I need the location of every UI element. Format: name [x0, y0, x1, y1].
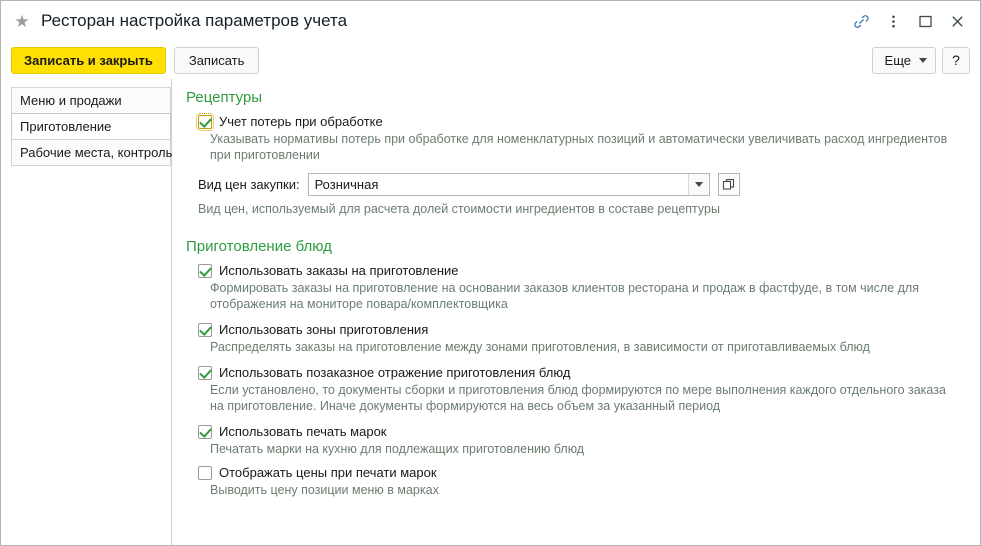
chevron-down-icon[interactable] — [688, 174, 709, 195]
window-controls — [846, 7, 972, 35]
checkbox-row-cooking-zones[interactable] — [186, 322, 964, 337]
checkbox-row-processing-losses[interactable] — [186, 114, 964, 129]
more-button[interactable] — [872, 47, 936, 74]
save-button[interactable]: Записать — [174, 47, 260, 74]
checkbox-label-processing-losses[interactable]: Учет потерь при обработке — [219, 114, 383, 129]
select-purchase-price-type-value[interactable]: Розничная — [314, 177, 379, 192]
field-row-purchase-price-type — [198, 173, 964, 196]
checkbox-cooking-zones[interactable] — [198, 323, 212, 337]
sidebar-item-workplaces-control[interactable]: Рабочие места, контроль — [11, 139, 171, 166]
hint-purchase-price-type: Вид цен, используемый для расчета долей стоимости ингредиентов в составе рецептуры — [198, 202, 720, 216]
save-and-close-button[interactable]: Записать и закрыть — [11, 47, 166, 74]
checkbox-row-cooking-orders[interactable] — [186, 263, 964, 278]
section-title-cooking: Приготовление блюд — [186, 238, 332, 255]
sidebar — [1, 79, 171, 545]
hint-show-prices-on-marks: Выводить цену позиции меню в марках — [210, 483, 439, 497]
open-reference-button[interactable] — [718, 173, 740, 196]
checkbox-label-cooking-zones[interactable]: Использовать зоны приготовления — [219, 322, 429, 337]
checkbox-row-show-prices-on-marks[interactable] — [186, 465, 964, 480]
link-icon[interactable] — [846, 7, 876, 35]
page-title: Ресторан настройка параметров учета — [41, 11, 348, 30]
checkbox-print-marks[interactable] — [198, 425, 212, 439]
checkbox-cooking-orders[interactable] — [198, 264, 212, 278]
checkbox-row-print-marks[interactable] — [186, 424, 964, 439]
window-body — [1, 79, 980, 545]
checkbox-label-per-order-cooking[interactable]: Использовать позаказное отражение приготовления блюд — [219, 365, 571, 380]
hint-per-order-cooking: Если установлено, то документы сборки и приготовления блюд формируются по мере выполнения каждого отдельного заказа на приготовление. Иначе документы формируются на весь объем за указанный период — [210, 383, 946, 413]
favorite-star-icon[interactable]: ★ — [14, 11, 30, 31]
more-button-label: Еще — [884, 52, 911, 68]
hint-processing-losses: Указывать нормативы потерь при обработке для номенклатурных позиций и автоматически увеличивать расход ингредиентов при приготовлении — [210, 132, 948, 162]
checkbox-show-prices-on-marks[interactable] — [198, 466, 212, 480]
checkbox-label-show-prices-on-marks[interactable]: Отображать цены при печати марок — [219, 465, 437, 480]
hint-cooking-zones: Распределять заказы на приготовление между зонами приготовления, в зависимости от приготавливаемых блюд — [210, 340, 870, 354]
sidebar-item-menu-sales[interactable]: Меню и продажи — [11, 87, 171, 114]
select-purchase-price-type[interactable] — [308, 173, 710, 196]
maximize-icon[interactable] — [910, 7, 940, 35]
section-title-recipes: Рецептуры — [186, 89, 263, 106]
hint-print-marks: Печатать марки на кухню для подлежащих приготовлению блюд — [210, 442, 585, 456]
close-icon[interactable] — [942, 7, 972, 35]
checkbox-row-per-order-cooking[interactable] — [186, 365, 964, 380]
kebab-menu-icon[interactable] — [878, 7, 908, 35]
sidebar-item-cooking[interactable]: Приготовление — [11, 113, 171, 140]
checkbox-label-cooking-orders[interactable]: Использовать заказы на приготовление — [219, 263, 459, 278]
command-bar — [1, 41, 980, 79]
settings-content — [171, 79, 980, 545]
checkbox-processing-losses[interactable] — [198, 115, 212, 129]
chevron-down-icon — [919, 58, 927, 63]
title-bar — [1, 1, 980, 41]
checkbox-label-print-marks[interactable]: Использовать печать марок — [219, 424, 387, 439]
checkbox-per-order-cooking[interactable] — [198, 366, 212, 380]
command-bar-right — [872, 47, 970, 74]
label-purchase-price-type: Вид цен закупки: — [198, 177, 300, 192]
help-button[interactable]: ? — [942, 47, 970, 74]
hint-cooking-orders: Формировать заказы на приготовление на основании заказов клиентов ресторана и продаж в фастфуде, в том числе для отображения на мониторе повара/комплектовщика — [210, 281, 919, 311]
